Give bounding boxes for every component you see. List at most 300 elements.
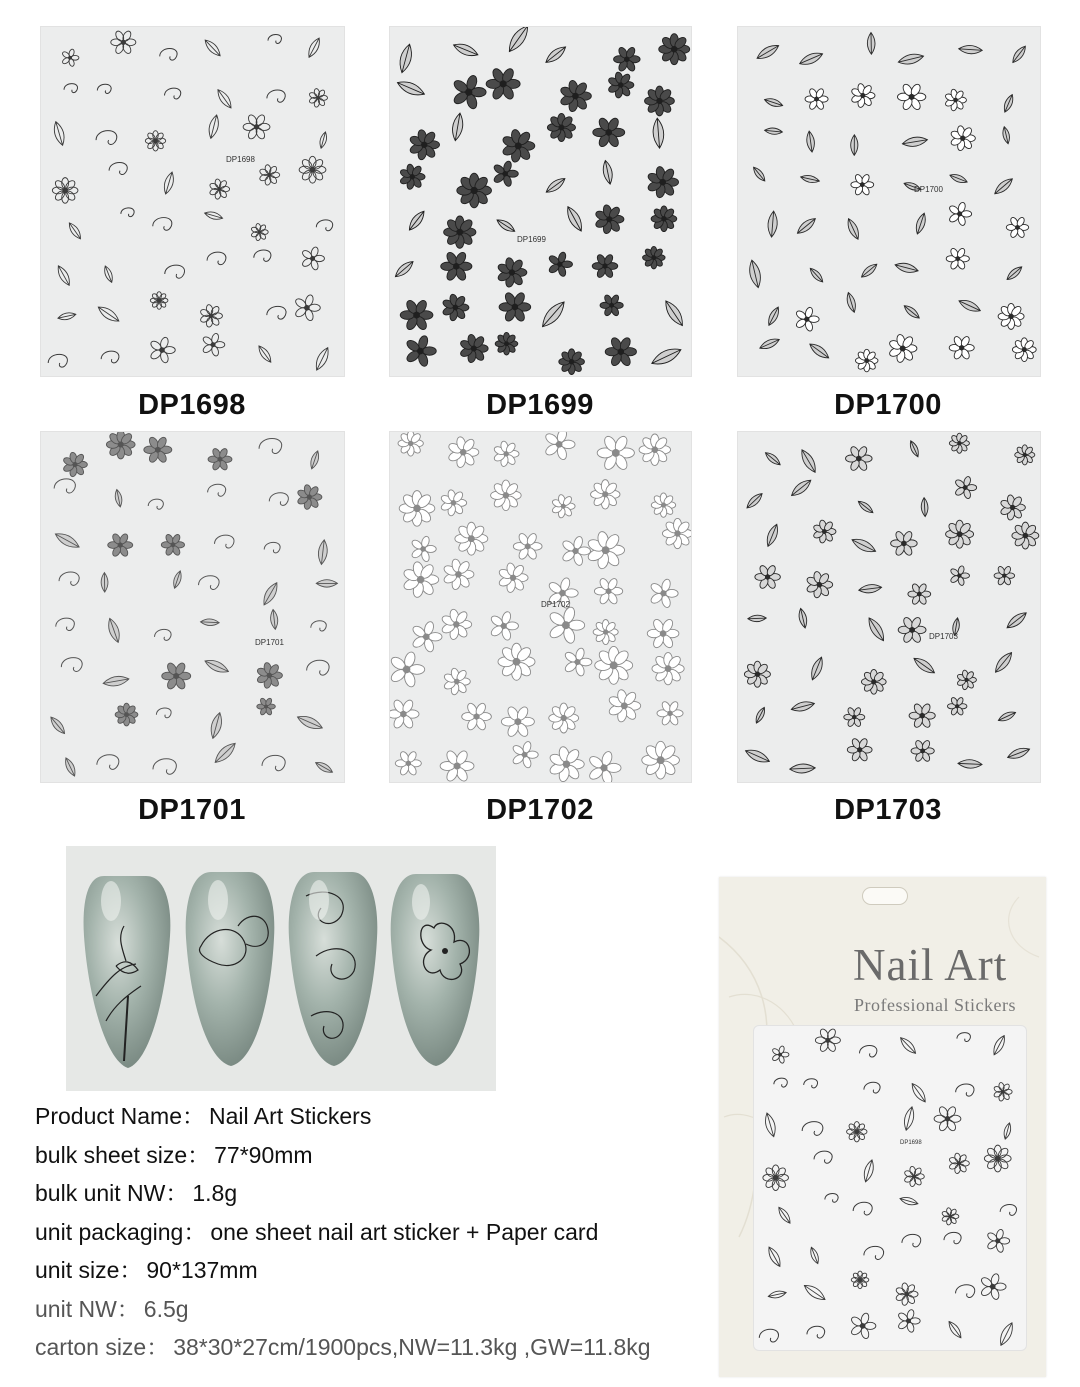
sticker-motif — [390, 698, 419, 729]
sticker-motif — [909, 1081, 928, 1104]
sticker-motif — [1001, 126, 1011, 144]
sticker-motif — [911, 739, 934, 762]
sticker-motif — [593, 620, 618, 645]
sticker-motif — [947, 697, 966, 716]
sticker-motif — [845, 291, 858, 313]
sticker-motif — [63, 756, 78, 777]
sticker-motif — [1000, 494, 1026, 520]
sticker-motif — [145, 131, 165, 151]
sticker-motif — [645, 86, 675, 116]
sticker-motif — [894, 261, 919, 275]
sticker-motif — [997, 1321, 1016, 1347]
sticker-motif — [501, 705, 534, 738]
sticker-motif — [867, 32, 875, 54]
sticker-motif — [199, 576, 220, 590]
sticker-motif — [904, 1166, 925, 1187]
sticker-motif — [642, 741, 680, 779]
sticker-motif — [398, 432, 423, 456]
sticker-motif — [802, 1122, 823, 1136]
sticker-motif — [850, 536, 878, 556]
sticker-motif — [766, 305, 782, 327]
sticker-motif — [592, 253, 618, 279]
sticker-motif — [897, 1309, 920, 1333]
sticker-motif — [153, 759, 176, 775]
sticker-motif — [798, 448, 819, 475]
sticker-motif — [789, 477, 814, 499]
sticker-motif — [48, 715, 67, 736]
sticker-motif — [1015, 445, 1035, 465]
sticker-motif — [165, 265, 185, 278]
sticker-sheet-dp1700 — [737, 26, 1041, 377]
spec-carton-size — [35, 1328, 715, 1367]
sticker-motif — [548, 606, 585, 645]
sticker-motif — [956, 1285, 975, 1298]
sticker-motif — [106, 617, 123, 644]
sticker-motif — [313, 346, 332, 372]
sticker-motif — [269, 493, 288, 506]
sticker-motif — [405, 335, 436, 368]
sticker-motif — [649, 578, 678, 608]
sticker-motif — [1002, 93, 1016, 113]
sticker-motif — [992, 650, 1015, 675]
sticker-motif — [57, 311, 76, 321]
sticker-motif — [114, 489, 124, 508]
sheet-code-label: DP1703 — [929, 632, 958, 641]
sticker-motif — [440, 489, 467, 516]
sticker-motif — [771, 1045, 788, 1063]
sticker-motif — [450, 112, 464, 141]
sticker-motif — [400, 299, 433, 332]
sticker-motif — [97, 755, 119, 770]
product-code-caption: DP1699 — [486, 389, 594, 421]
sticker-motif — [1006, 745, 1031, 761]
sticker-motif — [56, 618, 75, 630]
sticker-motif — [102, 265, 114, 284]
sticker-motif — [395, 750, 421, 776]
sticker-motif — [505, 27, 532, 55]
sticker-motif — [657, 700, 683, 726]
sticker-motif — [802, 1282, 828, 1303]
spec-value: 90*137mm — [146, 1257, 258, 1283]
sticker-motif — [846, 445, 873, 472]
sticker-motif — [1006, 216, 1028, 238]
sticker-motif — [549, 703, 579, 733]
sticker-motif — [144, 436, 172, 464]
sticker-motif — [155, 629, 172, 640]
sticker-motif — [747, 259, 763, 289]
sticker-motif — [946, 247, 969, 270]
sticker-motif — [595, 646, 633, 684]
sticker-motif — [208, 447, 232, 471]
sticker-motif — [495, 332, 518, 355]
sticker-motif — [991, 1034, 1008, 1057]
package-subtitle: Professional Stickers — [854, 995, 1016, 1015]
spec-label: carton size： — [35, 1334, 170, 1360]
sticker-motif — [946, 1319, 964, 1339]
sticker-motif — [564, 204, 586, 233]
sticker-motif — [1002, 1122, 1012, 1140]
sticker-motif — [498, 643, 535, 680]
sticker-motif — [851, 83, 875, 108]
sticker-motif — [544, 432, 575, 461]
sticker-motif — [441, 251, 472, 282]
sticker-motif — [1012, 338, 1036, 362]
sticker-motif — [805, 88, 828, 111]
spec-value: 77*90mm — [214, 1141, 313, 1168]
sticker-motif — [309, 450, 321, 470]
sticker-motif — [267, 306, 286, 319]
sticker-motif — [393, 258, 416, 279]
sticker-motif — [311, 621, 326, 631]
spec-label: unit NW： — [35, 1295, 140, 1322]
sticker-motif — [744, 661, 770, 687]
sticker-motif — [897, 83, 925, 111]
sticker-motif — [204, 210, 224, 222]
spec-bulk-unit-nw — [35, 1174, 715, 1213]
nail-4 — [391, 874, 480, 1066]
sticker-motif — [993, 1082, 1012, 1101]
sticker-motif — [309, 88, 328, 107]
sticker-motif — [797, 608, 808, 629]
sticker-motif — [643, 246, 665, 268]
sticker-motif — [499, 291, 531, 323]
sticker-motif — [547, 113, 575, 141]
sticker-motif — [202, 37, 222, 58]
sticker-motif — [165, 88, 181, 99]
sticker-motif — [908, 440, 921, 459]
sticker-motif — [776, 1205, 793, 1225]
sticker-motif — [902, 1106, 916, 1132]
sticker-motif — [847, 737, 872, 762]
sticker-motif — [52, 120, 67, 146]
sticker-motif — [860, 1045, 877, 1057]
sticker-motifs — [754, 1026, 1026, 1350]
sticker-motif — [956, 670, 976, 691]
sticker-motifs — [738, 432, 1040, 782]
sticker-motif — [207, 114, 221, 140]
sticker-motif — [108, 533, 133, 558]
sticker-motif — [395, 78, 426, 99]
sticker-motif — [808, 266, 825, 284]
sticker-motifs — [41, 27, 344, 376]
sticker-motifs — [738, 27, 1040, 376]
sticker-motif — [744, 747, 772, 766]
sticker-motif — [601, 160, 614, 185]
sticker-motif — [652, 118, 665, 149]
sticker-motif — [957, 1033, 970, 1042]
sticker-motif — [543, 43, 568, 65]
sticker-motif — [853, 1202, 872, 1215]
sticker-motif — [318, 131, 328, 149]
sticker-motif — [444, 216, 476, 248]
sticker-motif — [1005, 264, 1024, 282]
sticker-motif — [257, 697, 276, 716]
sticker-motif — [986, 1229, 1009, 1254]
sticker-motif — [317, 539, 328, 565]
sticker-motif — [299, 156, 326, 183]
sticker-motif — [651, 206, 677, 232]
sticker-motif — [597, 434, 634, 471]
sticker-motif — [102, 674, 129, 688]
sticker-motif — [855, 349, 877, 371]
spec-unit-size — [35, 1251, 715, 1290]
spec-value: 6.5g — [143, 1295, 189, 1322]
sticker-motif — [805, 131, 815, 153]
sticker-motif — [594, 204, 624, 234]
sticker-motif — [212, 740, 239, 766]
spec-value: Nail Art Stickers — [209, 1103, 372, 1129]
sticker-motif — [950, 125, 975, 151]
sticker-motif — [808, 1246, 820, 1265]
sticker-motif — [538, 298, 568, 330]
sticker-motif — [941, 1207, 959, 1225]
sticker-motif — [908, 583, 931, 606]
sticker-motif — [564, 647, 592, 677]
sticker-motif — [755, 564, 780, 589]
sticker-motif — [96, 131, 117, 145]
sticker-motif — [914, 212, 928, 235]
sticker-motif — [984, 1145, 1011, 1172]
sticker-motif — [443, 668, 470, 696]
sticker-motif — [441, 608, 472, 640]
sticker-sheet-dp1698 — [40, 26, 345, 377]
sticker-motif — [897, 52, 924, 67]
sticker-motif — [949, 335, 974, 360]
sticker-motif — [649, 345, 683, 369]
sticker-motif — [489, 611, 518, 641]
sticker-motif — [402, 561, 438, 598]
sticker-motif — [591, 480, 620, 509]
sticker-motif — [851, 135, 858, 156]
sticker-motif — [53, 530, 81, 551]
sticker-motif — [548, 251, 573, 277]
spec-value: 1.8g — [192, 1180, 238, 1206]
sticker-motif — [652, 653, 684, 685]
sticker-motif — [459, 334, 488, 364]
sticker-motif — [544, 175, 567, 195]
sticker-motif — [899, 1195, 919, 1206]
sticker-motif — [150, 292, 168, 310]
sticker-motif — [61, 49, 78, 67]
sticker-motif — [97, 84, 111, 93]
sticker-motif — [443, 558, 474, 590]
sticker-motif — [442, 294, 469, 322]
sticker-motif — [297, 484, 322, 510]
sticker-motif — [954, 476, 976, 500]
product-code-caption: DP1700 — [834, 389, 942, 421]
sticker-motif — [561, 535, 590, 566]
sticker-motif — [101, 351, 119, 363]
sticker-motif — [949, 433, 969, 453]
sticker-motif — [600, 294, 623, 317]
sticker-motif — [798, 50, 824, 68]
sticker-motif — [825, 1193, 838, 1202]
sticker-motif — [106, 432, 135, 459]
retail-package-card — [719, 877, 1046, 1377]
sticker-motif — [948, 202, 972, 227]
spec-unit-nw — [35, 1290, 715, 1329]
sticker-motif — [808, 656, 825, 682]
sticker-motif — [813, 520, 836, 544]
sticker-motif — [149, 336, 175, 363]
sticker-motif — [764, 127, 782, 135]
sticker-motif — [754, 706, 767, 724]
sticker-motif — [845, 217, 862, 241]
sticker-motif — [115, 703, 138, 726]
sticker-motif — [748, 615, 767, 622]
sticker-motif — [207, 252, 226, 265]
sticker-motif — [639, 434, 670, 465]
sticker-motif — [944, 1232, 961, 1243]
sticker-motif — [934, 1105, 961, 1132]
sheet-code-label: DP1701 — [255, 638, 284, 647]
sticker-motif — [662, 518, 691, 548]
sticker-motif — [511, 741, 538, 769]
sticker-motif — [958, 759, 983, 769]
sticker-sheet-dp1702 — [389, 431, 692, 783]
sticker-motif — [215, 87, 235, 110]
sticker-motif — [208, 484, 226, 496]
hang-hole — [862, 887, 908, 905]
sticker-motif — [55, 264, 73, 287]
sticker-motif — [1012, 522, 1039, 549]
sticker-motif — [410, 535, 436, 562]
nail-3 — [289, 872, 378, 1066]
nail-sample-photo — [66, 846, 496, 1091]
package-title: Nail Art — [853, 940, 1008, 990]
sticker-motif — [171, 570, 183, 589]
sheet-code-label: DP1699 — [517, 235, 546, 244]
sticker-motif — [594, 577, 622, 605]
product-code-caption: DP1701 — [138, 794, 246, 826]
sticker-motif — [111, 30, 136, 55]
sticker-motif — [865, 615, 887, 643]
sticker-motif — [891, 530, 918, 557]
sticker-motif — [759, 1329, 778, 1342]
spec-label: bulk sheet size： — [35, 1141, 211, 1168]
sticker-motif — [497, 257, 527, 288]
sheet-code-label: DP1698 — [900, 1140, 922, 1146]
sticker-motif — [862, 1159, 876, 1183]
sticker-motif — [559, 349, 585, 375]
sticker-motif — [390, 651, 425, 688]
sticker-motif — [294, 294, 320, 322]
sticker-motif — [895, 1282, 918, 1306]
sticker-motif — [807, 341, 831, 361]
sticker-motif — [162, 662, 191, 691]
sticker-motif — [48, 354, 67, 367]
sticker-motif — [647, 618, 679, 650]
spec-value: 38*30*27cm/1900pcs,NW=11.3kg ,GW=11.8kg — [173, 1334, 651, 1360]
spec-label: unit size： — [35, 1257, 143, 1283]
sticker-sheet-dp1703 — [737, 431, 1041, 783]
sticker-motif — [1004, 609, 1028, 631]
spec-label: Product Name： — [35, 1103, 206, 1129]
sticker-motif — [498, 562, 528, 593]
sticker-motif — [61, 658, 82, 672]
sticker-motif — [551, 494, 575, 518]
spec-bulk-sheet-size — [35, 1136, 715, 1175]
spec-list — [35, 1097, 715, 1367]
sticker-motif — [447, 436, 478, 468]
sticker-motif — [411, 621, 442, 653]
sheet-code-label: DP1702 — [541, 600, 570, 609]
sticker-motif — [605, 336, 636, 367]
sticker-motif — [64, 84, 77, 93]
sticker-motif — [807, 1326, 825, 1338]
sticker-motif — [847, 1122, 867, 1142]
sticker-motif — [101, 573, 108, 593]
sticker-motif — [766, 1245, 784, 1268]
sticker-motifs — [41, 432, 344, 782]
sticker-motif — [800, 174, 820, 185]
sticker-motif — [859, 262, 879, 280]
sticker-motif — [452, 74, 486, 110]
sticker-motif — [858, 583, 882, 594]
sticker-motif — [763, 1165, 789, 1191]
sticker-motif — [815, 1028, 840, 1053]
sticker-motif — [199, 304, 222, 328]
sticker-motif — [256, 344, 274, 365]
sticker-motif — [243, 114, 270, 141]
sticker-motif — [200, 619, 219, 626]
sticker-motif — [944, 89, 966, 112]
product-code-caption: DP1702 — [486, 794, 594, 826]
sticker-motif — [399, 491, 435, 527]
sticker-motif — [256, 662, 282, 689]
sticker-motif — [909, 703, 935, 729]
spec-product-name — [35, 1097, 715, 1136]
sticker-motif — [316, 580, 337, 587]
sticker-motif — [262, 755, 285, 770]
sticker-motif — [62, 452, 87, 478]
sticker-motif — [758, 336, 780, 351]
sticker-motif — [491, 480, 522, 511]
sticker-motif — [161, 533, 184, 556]
sticker-motif — [806, 571, 833, 599]
sheet-code-label: DP1700 — [914, 185, 943, 194]
sticker-motif — [162, 171, 176, 195]
sticker-sheet-dp1699 — [389, 26, 692, 377]
sticker-motif — [307, 660, 330, 675]
sticker-motif — [902, 135, 929, 148]
sticker-motif — [614, 46, 640, 72]
sticker-motif — [208, 711, 224, 739]
sticker-motif — [160, 49, 177, 61]
sticker-motif — [406, 209, 427, 233]
sticker-motif — [215, 535, 234, 548]
sticker-motif — [259, 438, 282, 453]
sticker-motif — [148, 499, 163, 509]
sticker-motif — [864, 1246, 884, 1259]
sticker-motif — [260, 580, 281, 607]
sticker-motif — [588, 750, 621, 782]
sticker-motif — [586, 531, 624, 570]
sticker-motif — [301, 246, 324, 271]
sticker-motif — [856, 499, 875, 516]
nail-2 — [186, 872, 275, 1066]
sticker-motif — [399, 163, 425, 189]
sticker-motif — [957, 297, 982, 314]
sticker-motif — [462, 702, 492, 732]
sticker-motif — [254, 250, 271, 261]
sticker-motif — [203, 657, 230, 676]
sticker-motif — [267, 90, 285, 102]
sticker-motif — [789, 763, 815, 773]
package-sticker-sheet — [753, 1025, 1027, 1351]
sticker-motif — [851, 1271, 869, 1289]
sticker-motif — [306, 36, 323, 59]
